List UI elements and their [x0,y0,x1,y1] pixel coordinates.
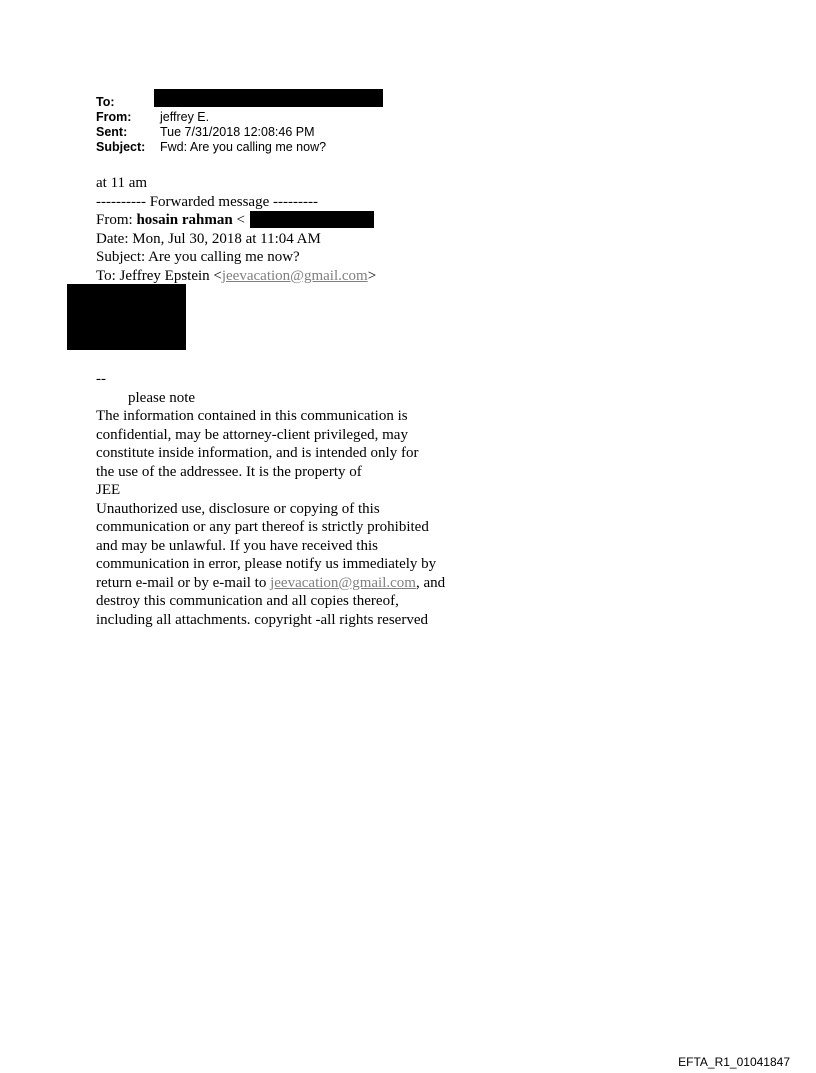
fwd-subject: Subject: Are you calling me now? [96,249,300,265]
subject-label: Subject: [96,140,146,154]
disclaimer-line: The information contained in this communication is [96,408,408,424]
disclaimer-line: Unauthorized use, disclosure or copying of this [96,500,380,517]
disclaimer-line: JEE [96,482,121,498]
fwd-date: Date: Mon, Jul 30, 2018 at 11:04 AM [96,230,321,247]
disclaimer-line: and may be unlawful. If you have received this [96,537,378,554]
sent-value: Tue 7/31/2018 12:08:46 PM [160,125,315,139]
please-note: please note [128,389,196,406]
notify-prefix: return e-mail or by e-mail to [96,574,271,591]
fwd-to-line [96,267,496,286]
disclaimer-line: confidential, may be attorney-client privileged, may [96,426,408,443]
from-value: jeffrey E. [160,110,210,124]
notify-line [96,574,496,593]
fwd-from-prefix: From: [96,212,137,228]
email-body [96,174,496,629]
disclaimer-line: the use of the addressee. It is the property of [96,463,362,480]
disclaimer-line: including all attachments. copyright -all rights reserved [96,611,428,628]
notify-suffix: , and [415,574,446,591]
from-label: From: [96,110,132,124]
disclaimer-line: constitute inside information, and is intended only for [96,445,419,461]
reply-text: at 11 am [96,175,148,191]
sent-label: Sent: [96,125,128,139]
notify-email-link[interactable]: jeevacation@gmail.com [270,574,416,591]
spacer [96,285,496,370]
fwd-from-line [96,211,496,230]
fwd-to-prefix: To: Jeffrey Epstein < [96,267,222,284]
fwd-from-lt: < [232,212,245,228]
disclaimer-line: destroy this communication and all copies thereof, [96,593,399,609]
forward-marker: ---------- Forwarded message --------- [96,193,318,210]
fwd-to-email-link[interactable]: jeevacation@gmail.com [221,267,368,284]
fwd-from-name: hosain rahman [136,212,233,228]
to-label: To: [96,95,115,109]
fwd-to-suffix: > [367,267,377,284]
disclaimer-line: communication or any part thereof is strictly prohibited [96,519,429,535]
redaction-to-address [154,89,383,107]
subject-value: Fwd: Are you calling me now? [160,140,327,154]
signature-dashes: -- [96,371,106,387]
disclaimer-line: communication in error, please notify us immediately by [96,556,437,572]
document-id: EFTA_R1_01041847 [678,1055,790,1069]
